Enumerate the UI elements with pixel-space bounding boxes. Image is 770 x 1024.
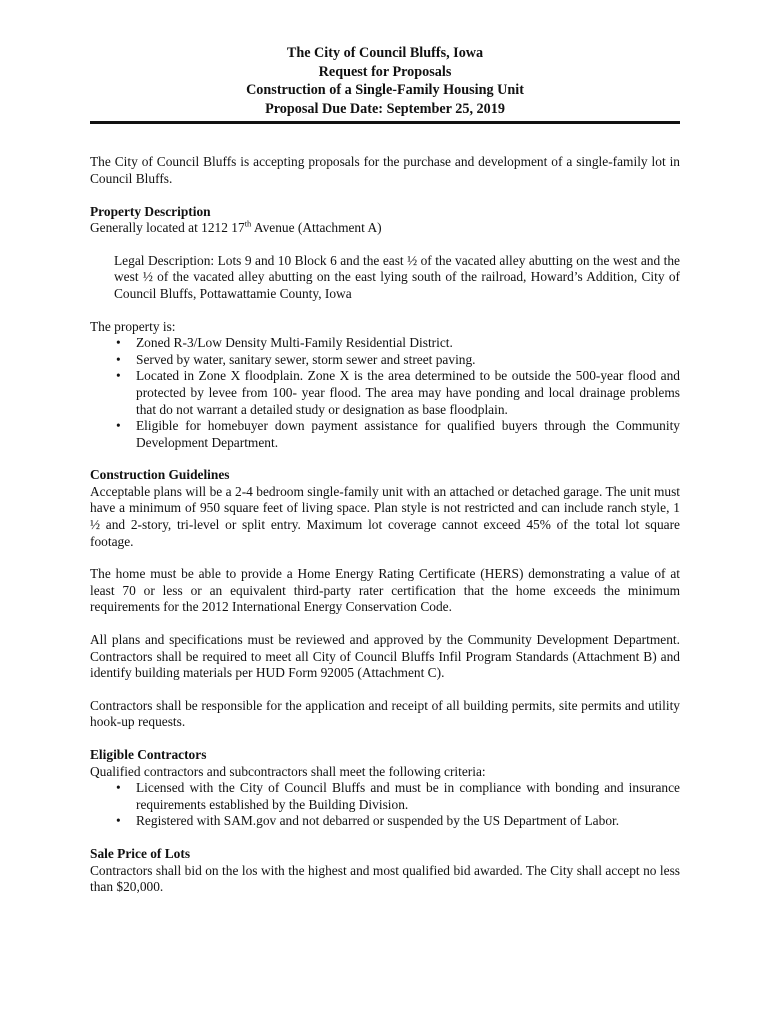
bullet-icon: • bbox=[116, 351, 121, 367]
header-subject: Construction of a Single-Family Housing Unit bbox=[246, 82, 524, 99]
document-page bbox=[90, 44, 680, 896]
construction-paragraph-4: Contractors shall be responsible for the application and receipt of all building permits, site permits and utility hook-up requests. bbox=[90, 697, 680, 730]
list-item bbox=[90, 335, 680, 352]
sale-paragraph: Contractors shall bid on the los with the highest and most qualified bid awarded. The City shall accept no less than $20,000. bbox=[90, 862, 680, 895]
eligible-list bbox=[90, 780, 680, 830]
list-item-text: Zoned R-3/Low Density Multi-Family Residential District. bbox=[136, 335, 453, 351]
list-item bbox=[90, 418, 680, 451]
property-list-intro: The property is: bbox=[90, 318, 176, 334]
header-due-date: Proposal Due Date: September 25, 2019 bbox=[265, 100, 505, 117]
bullet-icon: • bbox=[116, 418, 121, 434]
bullet-icon: • bbox=[116, 813, 121, 829]
section-title-property: Property Description bbox=[90, 203, 211, 219]
property-location-prefix: Generally located at 1212 17 bbox=[90, 220, 245, 236]
list-item-text: Served by water, sanitary sewer, storm sewer and street paving. bbox=[136, 351, 476, 367]
construction-paragraph-3: All plans and specifications must be reviewed and approved by the Community Development Department. Contractors shall be required to meet all City of Council Bluffs Infil Program Standards (Attachment B) and identify building materials per HUD Form 92005 (Attachment C). bbox=[90, 632, 680, 681]
header-city: The City of Council Bluffs, Iowa bbox=[286, 45, 484, 61]
property-location-sup: th bbox=[244, 218, 252, 229]
list-item-text: Located in Zone X floodplain. Zone X is the area determined to be outside the 500-year flood and protected by levee from 100- year flood. The area may have ponding and local drainage problems that do not warrant a detailed study or designation as base floodplain. bbox=[136, 368, 680, 417]
list-item bbox=[90, 780, 680, 813]
eligible-intro: Qualified contractors and subcontractors shall meet the following criteria: bbox=[90, 763, 486, 779]
header-rfp: Request for Proposals bbox=[318, 63, 452, 80]
construction-paragraph-1: Acceptable plans will be a 2-4 bedroom single-family unit with an attached or detached garage. The unit must have a minimum of 950 square feet of living space. Plan style is not restricted and can include ranch style, 1 ½ and 2-story, tri-level or split entry. Maximum lot coverage cannot exceed 45% of the total lot square footage. bbox=[90, 483, 680, 549]
header-divider bbox=[90, 121, 680, 124]
list-item bbox=[90, 368, 680, 418]
section-title-construction: Construction Guidelines bbox=[90, 467, 230, 483]
property-location-suffix: Avenue (Attachment A) bbox=[251, 220, 382, 236]
document-header bbox=[90, 44, 680, 118]
bullet-icon: • bbox=[116, 368, 121, 384]
intro-paragraph: The City of Council Bluffs is accepting proposals for the purchase and development of a single-family lot in Council Bluffs. bbox=[90, 154, 680, 186]
list-item-text: Licensed with the City of Council Bluffs and must be in compliance with bonding and insurance requirements established by the Building Division. bbox=[136, 780, 680, 812]
list-item-text: Registered with SAM.gov and not debarred or suspended by the US Department of Labor. bbox=[136, 813, 620, 829]
construction-paragraph-2: The home must be able to provide a Home Energy Rating Certificate (HERS) demonstrating a value of at least 70 or less or an equivalent third-party rater certification that the home exceeds the minimum requirements for the 2012 International Energy Conservation Code. bbox=[90, 566, 680, 615]
property-list bbox=[90, 335, 680, 451]
list-item bbox=[90, 352, 680, 369]
legal-description: Legal Description: Lots 9 and 10 Block 6 and the east ½ of the vacated alley abutting on the west and the west ½ of the vacated alley abutting on the east lying south of the railroad, Howard’s Addition, City of Council Bluffs, Pottawattamie County, Iowa bbox=[114, 252, 680, 301]
property-location bbox=[90, 220, 680, 237]
section-title-sale: Sale Price of Lots bbox=[90, 845, 191, 861]
list-item-text: Eligible for homebuyer down payment assistance for qualified buyers through the Community Development Department. bbox=[136, 418, 680, 450]
bullet-icon: • bbox=[116, 780, 121, 796]
list-item bbox=[90, 813, 680, 830]
section-title-eligible: Eligible Contractors bbox=[90, 747, 207, 762]
bullet-icon: • bbox=[116, 335, 121, 351]
